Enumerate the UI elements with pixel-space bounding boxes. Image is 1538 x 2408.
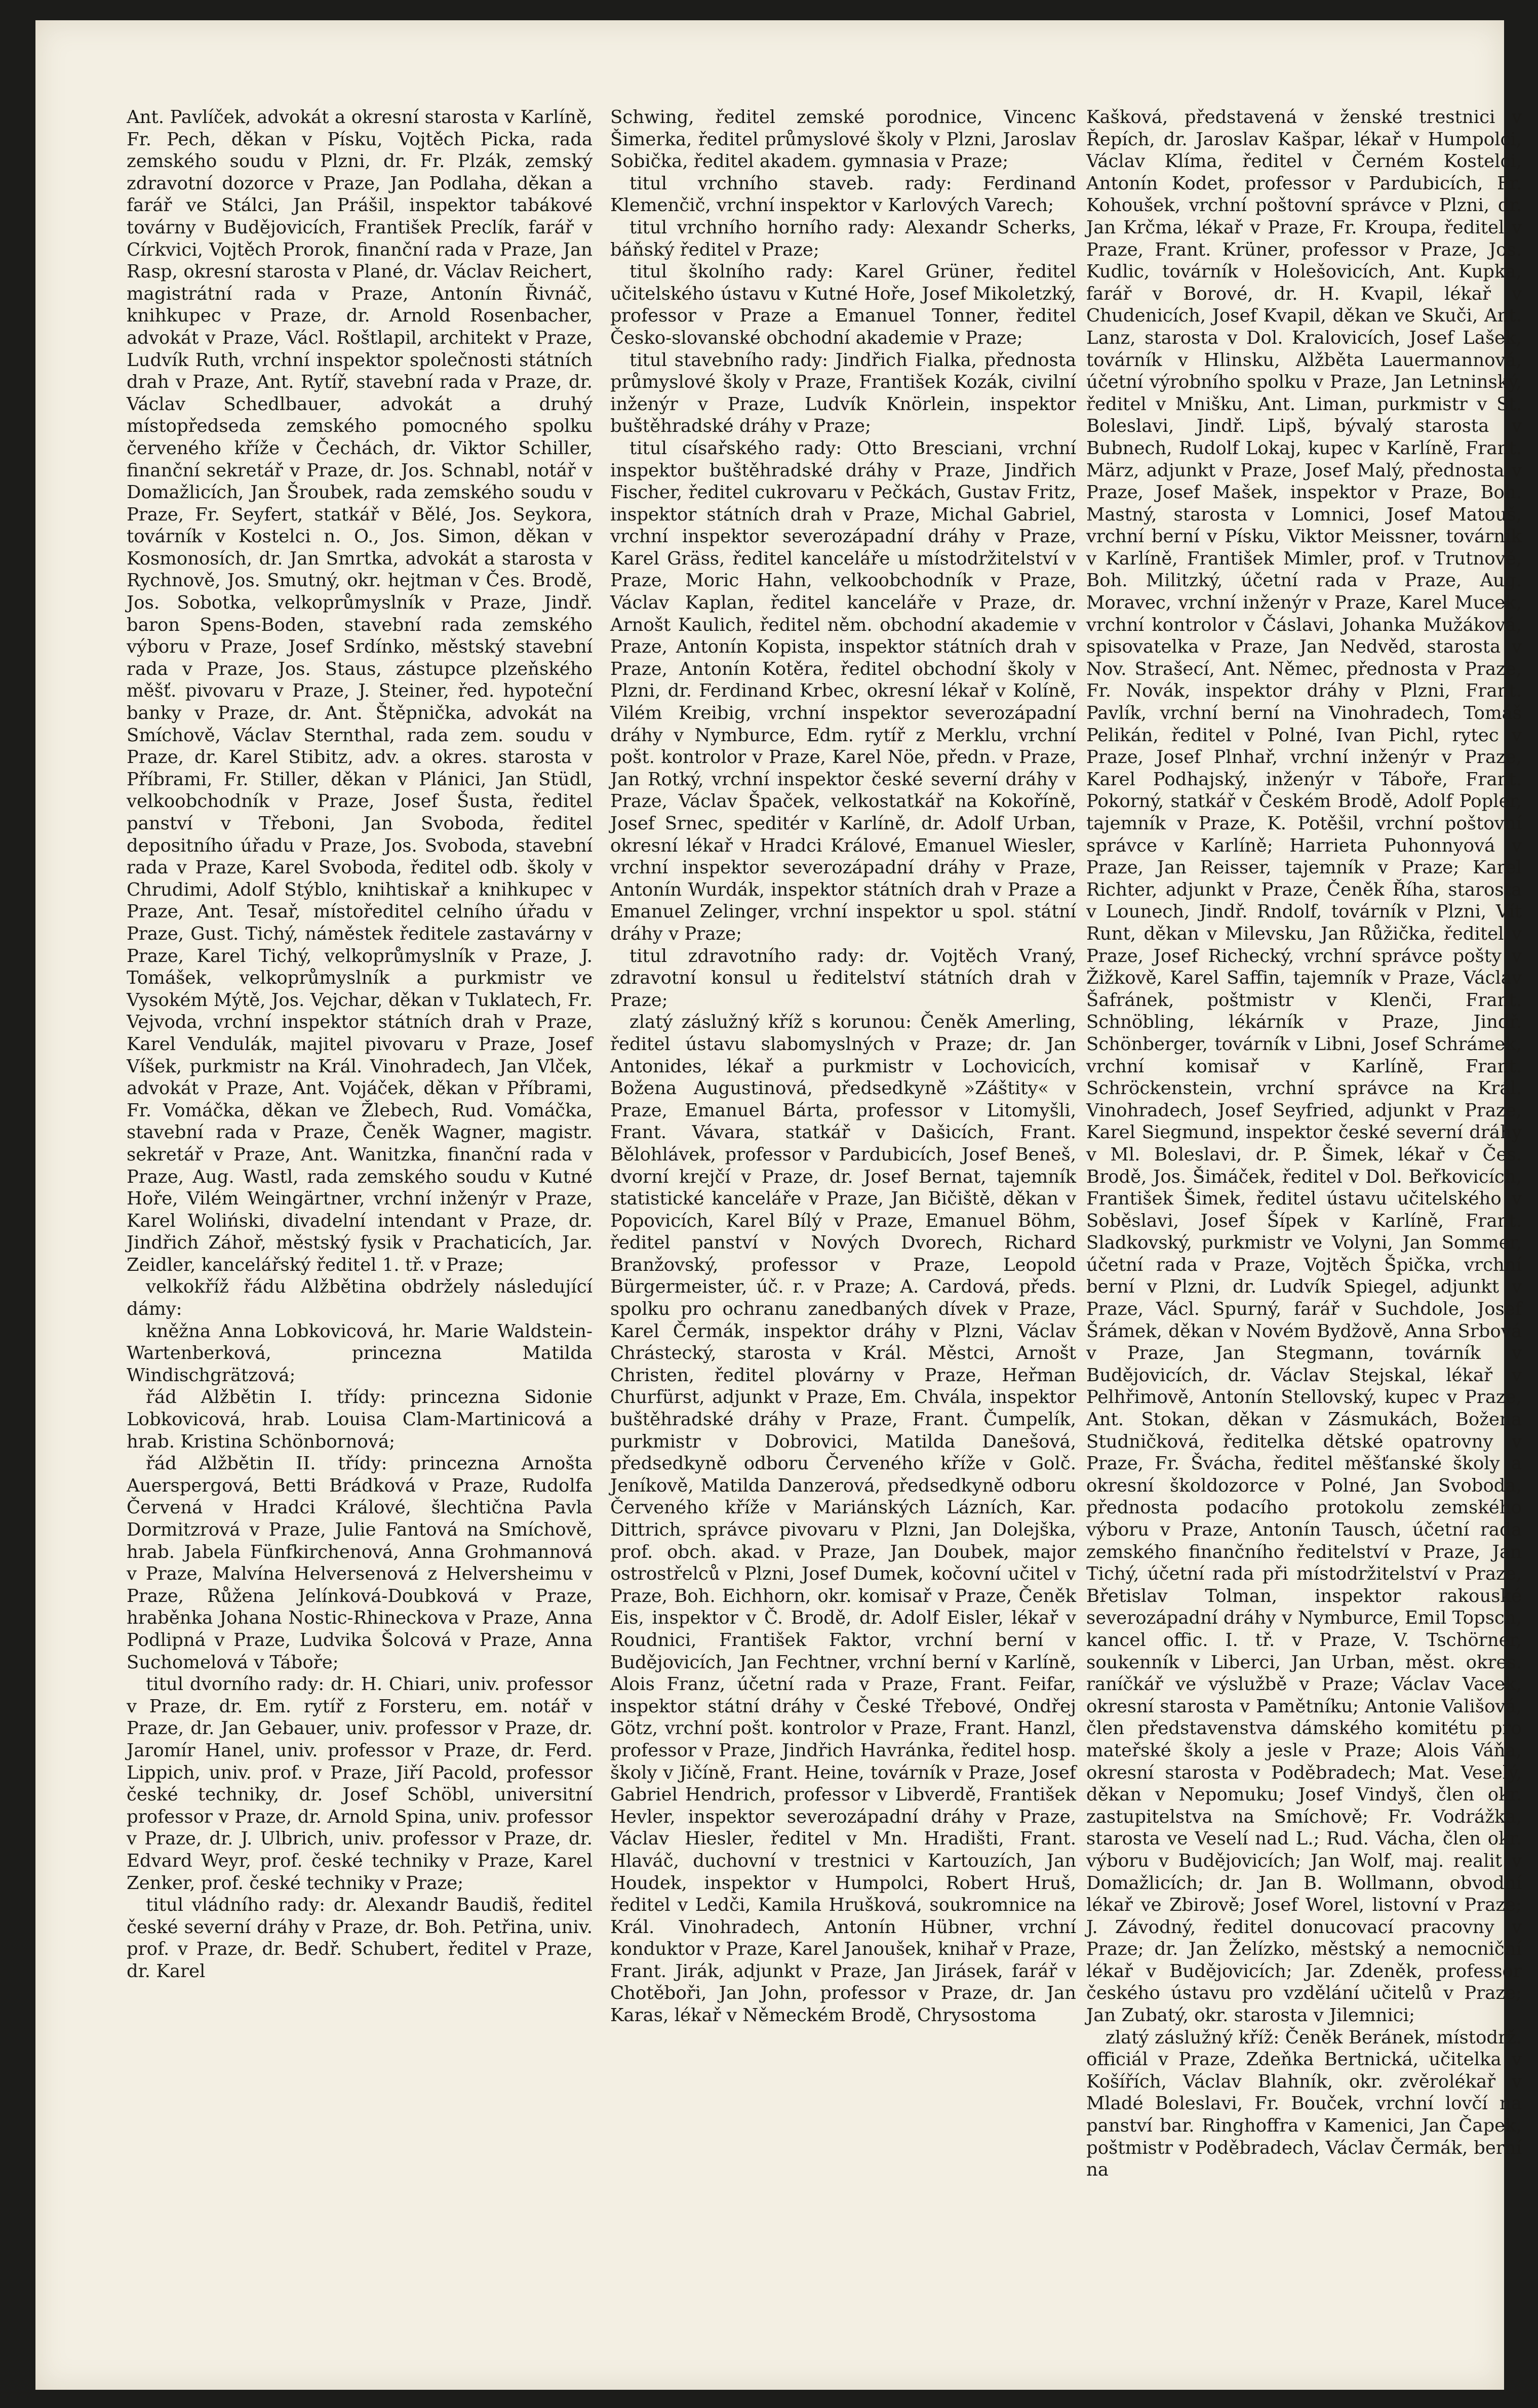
paragraph: titul stavebního rady: Jindřich Fialka, přednosta průmyslové školy v Praze, František Kozák, civilní inženýr v Praze, Ludvík Knörlein, inspektor buštěhradské dráhy v Praze; <box>610 349 1076 437</box>
paragraph: titul vládního rady: dr. Alexandr Baudiš, ředitel české severní dráhy v Praze, dr. Boh. Petřina, univ. prof. v Praze, dr. Bedř. Schubert, ředitel v Praze, dr. Karel <box>127 1895 593 1982</box>
text-column-left <box>127 106 593 1982</box>
paragraph: zlatý záslužný kříž s korunou: Čeněk Amerling, ředitel ústavu slabomyslných v Praze; dr. Jan Antonides, lékař a purkmistr v Lochovicích, Božena Augustinová, předsedkyně »Záštity« v Praze, Emanuel Bárta, professor v Litomyšli, Frant. Vávara, statkář v Dašicích, Frant. Bělohlávek, professor v Pardubicích, Josef Beneš, dvorní krejčí v Praze, dr. Josef Bernat, tajemník statistické kanceláře v Praze, Jan Bičiště, děkan v Popovicích, Karel Bílý v Praze, Emanuel Böhm, ředitel panství v Nových Dvorech, Richard Branžovský, professor v Praze, Leopold Bürgermeister, úč. r. v Praze; A. Cardová, předs. spolku pro ochranu zanedbaných dívek v Praze, Karel Čermák, inspektor dráhy v Plzni, Václav Chrástecký, starosta v Král. Městci, Arnošt Christen, ředitel plovárny v Praze, Heřman Churfürst, adjunkt v Praze, Em. Chvála, inspektor buštěhradské dráhy v Praze, Frant. Čumpelík, purkmistr v Dobrovici, Matilda Danešová, předsedkyně odboru Červeného kříže v Golč. Jeníkově, Matilda Danzerová, předsedkyně odboru Červeného kříže v Mariánských Lázních, Kar. Dittrich, správce pivovaru v Plzni, Jan Dolejška, prof. obch. akad. v Praze, Jan Doubek, major ostrostřelců v Plzni, Josef Dumek, kočovní učitel v Praze, Boh. Eichhorn, okr. komisař v Praze, Čeněk Eis, inspektor v Č. Brodě, dr. Adolf Eisler, lékař v Roudnici, František Faktor, vrchní berní v Budějovicích, Jan Fechtner, vrchní berní v Karlíně, Alois Franz, účetní rada v Praze, Frant. Feifar, inspektor státní dráhy v České Třebové, Ondřej Götz, vrchní pošt. kontrolor v Praze, Frant. Hanzl, professor v Praze, Jindřich Havránka, ředitel hosp. školy v Jičíně, Frant. Heine, továrník v Praze, Josef Gabriel Hendrich, professor v Libverdě, František Hevler, inspektor severozápadní dráhy v Praze, Václav Hiesler, ředitel v Mn. Hradišti, Frant. Hlaváč, duchovní v trestnici v Kartouzích, Jan Houdek, inspektor v Humpolci, Robert Hruš, ředitel v Ledči, Kamila Hrušková, soukromnice na Král. Vinohradech, Antonín Hübner, vrchní konduktor v Praze, Karel Janoušek, knihař v Praze, Frant. Jirák, adjunkt v Praze, Jan Jirásek, farář v Chotěboři, Jan John, professor v Praze, dr. Jan Karas, lékař v Německém Brodě, Chrysostoma <box>610 1012 1076 2026</box>
paragraph: řád Alžbětin I. třídy: princezna Sidonie Lobkovicová, hrab. Louisa Clam-Martinicová a hrab. Kristina Schönbornová; <box>127 1387 593 1452</box>
text-column-middle <box>610 106 1076 2027</box>
paragraph: titul zdravotního rady: dr. Vojtěch Vraný, zdravotní konsul u ředitelství státních drah v Praze; <box>610 945 1076 1011</box>
paragraph: zlatý záslužný kříž: Čeněk Beránek, místodrž. officiál v Praze, Zdeňka Bertnická, učitelka v Košířích, Václav Blahník, okr. zvěrolékař v Mladé Boleslavi, Fr. Bouček, vrchní lovčí na panství bar. Ringhoffra v Kamenici, Jan Čapek, poštmistr v Poděbradech, Václav Čermák, berní na <box>1086 2027 1522 2181</box>
paragraph: Schwing, ředitel zemské porodnice, Vincenc Šimerka, ředitel průmyslové školy v Plzni, Jaroslav Sobička, ředitel akadem. gymnasia v Praze; <box>610 107 1076 172</box>
paragraph: Kašková, představená v ženské trestnici v Řepích, dr. Jaroslav Kašpar, lékař v Humpolci, Václav Klíma, ředitel v Černém Kostelci, Antonín Kodet, professor v Pardubicích, Fr. Kohoušek, vrchní poštovní správce v Plzni, dr. Jan Krčma, lékař v Praze, Fr. Kroupa, ředitel v Praze, Frant. Krüner, professor v Praze, Jos. Kudlic, továrník v Holešovicích, Ant. Kupka, farář v Borové, dr. H. Kvapil, lékař v Chudenicích, Josef Kvapil, děkan ve Skuči, Ant. Lanz, starosta v Dol. Kralovicích, Josef Lašek, továrník v Hlinsku, Alžběta Lauermannová, účetní výrobního spolku v Praze, Jan Letninský, ředitel v Mnišku, Ant. Liman, purkmistr v St. Boleslavi, Jindř. Lipš, bývalý starosta v Bubnech, Rudolf Lokaj, kupec v Karlíně, Frant. März, adjunkt v Praze, Josef Malý, přednosta v Praze, Josef Mašek, inspektor v Praze, Boh. Mastný, starosta v Lomnici, Josef Matouš, vrchní berní v Písku, Viktor Meissner, továrník v Karlíně, František Mimler, prof. v Trutnově, Boh. Militzký, účetní rada v Praze, Aug. Moravec, vrchní inženýr v Praze, Karel Mucek, vrchní kontrolor v Čáslavi, Johanka Mužáková, spisovatelka v Praze, Jan Nedvěd, starosta v Nov. Strašecí, Ant. Němec, přednosta v Praze, Fr. Novák, inspektor dráhy v Plzni, Frant. Pavlík, vrchní berní na Vinohradech, Tomáš Pelikán, ředitel v Polné, Ivan Pichl, rytec v Praze, Josef Plnhař, vrchní inženýr v Praze, Karel Podhajský, inženýr v Táboře, Frant. Pokorný, statkář v Českém Brodě, Adolf Popler, tajemník v Praze, K. Potěšil, vrchní poštovní správce v Karlíně; Harrieta Puhonnyová v Praze, Jan Reisser, tajemník v Praze; Karel Richter, adjunkt v Praze, Čeněk Říha, starosta v Lounech, Jindř. Rndolf, továrník v Plzni, Vít Runt, děkan v Milevsku, Jan Růžička, ředitel v Praze, Josef Richecký, vrchní správce pošty v Žižkově, Karel Saffin, tajemník v Praze, Václav Šafránek, poštmistr v Klenči, Frant. Schnöbling, lékárník v Praze, Jindř. Schönberger, továrník v Libni, Josef Schrámek, vrchní komisař v Karlíně, Frant. Schröckenstein, vrchní správce na Král. Vinohradech, Josef Seyfried, adjunkt v Praze, Karel Siegmund, inspektor české severní dráhy v Ml. Boleslavi, dr. P. Šimek, lékař v Čes. Brodě, Jos. Šimáček, ředitel v Dol. Beřkovicích, František Šimek, ředitel ústavu učitelského v Soběslavi, Josef Šípek v Karlíně, Frant. Sladkovský, purkmistr ve Volyni, Jan Sommer, účetní rada v Praze, Vojtěch Špička, vrchní berní v Plzni, dr. Ludvík Spiegel, adjunkt v Praze, Václ. Spurný, farář v Suchdole, Josef Šrámek, děkan v Novém Bydžově, Anna Srbová v Praze, Jan Stegmann, továrník v Budějovicích, dr. Václav Stejskal, lékař v Pelhřimově, Antonín Stellovský, kupec v Praze, Ant. Stokan, děkan v Zásmukách, Božena Studničková, ředitelka dětské opatrovny v Praze, Fr. Švácha, ředitel měšťanské školy a okresní školdozorce v Polné, Jan Svoboda, přednosta podacího protokolu zemského výboru v Praze, Antonín Tausch, účetní rada zemského finančního ředitelství v Praze, Jan Tichý, účetní rada při místodržitelství v Praze, Břetislav Tolman, inspektor rakouské severozápadní dráhy v Nymburce, Emil Topsch, kancel offic. I. tř. v Praze, V. Tschörner, soukenník v Liberci, Jan Urban, měst. okres. raníčkář ve výslužbě v Praze; Václav Vacek, okresní starosta v Pamětníku; Antonie Vališová, člen představenstva dámského komitétu pro mateřské školy a jesle v Praze; Alois Váňa, okresní starosta v Poděbradech; Mat. Veselý, děkan v Nepomuku; Josef Vindyš, člen okr. zastupitelstva na Smíchově; Fr. Vodrážka, starosta ve Veselí nad L.; Rud. Vácha, člen okr. výboru v Budějovicích; Jan Wolf, maj. realit v Domažlicích; dr. Jan B. Wollmann, obvodní lékař ve Zbirově; Josef Worel, listovní v Praze; J. Závodný, ředitel donucovací pracovny v Praze; dr. Jan Želízko, městský a nemocniční lékař v Budějovicích; Jar. Zdeněk, professor českého ústavu pro vzdělání učitelů v Praze; Jan Zubatý, okr. starosta v Jilemnici; <box>1086 107 1522 2026</box>
paragraph: řád Alžbětin II. třídy: princezna Arnošta Auerspergová, Betti Brádková v Praze, Rudolfa Červená v Hradci Králové, šlechtična Pavla Dormitzrová v Praze, Julie Fantová na Smíchově, hrab. Jabela Fünfkirchenová, Anna Grohmannová v Praze, Malvína Helversenová z Helversheimu v Praze, Růžena Jelínková-Doubková v Praze, hraběnka Johana Nostic-Rhineckova v Praze, Anna Podlipná v Praze, Ludvika Šolcová v Praze, Anna Suchomelová v Táboře; <box>127 1453 593 1673</box>
paragraph: kněžna Anna Lobkovicová, hr. Marie Waldstein-Wartenberková, princezna Matilda Windischgrätzová; <box>127 1320 593 1386</box>
paragraph: titul dvorního rady: dr. H. Chiari, univ. professor v Praze, dr. Em. rytíř z Forsteru, em. notář v Praze, dr. Jan Gebauer, univ. professor v Praze, dr. Jaromír Hanel, univ. professor v Praze, dr. Ferd. Lippich, univ. prof. v Praze, Jiří Pacold, professor české techniky, dr. Josef Schöbl, universitní professor v Praze, dr. Arnold Spina, univ. professor v Praze, dr. J. Ulbrich, univ. professor v Praze, dr. Edvard Weyr, prof. české techniky v Praze, Karel Zenker, prof. české techniky v Praze; <box>127 1674 593 1894</box>
paragraph: Ant. Pavlíček, advokát a okresní starosta v Karlíně, Fr. Pech, děkan v Písku, Vojtěch Picka, rada zemského soudu v Plzni, dr. Fr. Plzák, zemský zdravotní dozorce v Praze, Jan Podlaha, děkan a farář ve Stálci, Jan Prášil, inspektor tabákové továrny v Budějovicích, František Preclík, farář v Církvici, Vojtěch Prorok, finanční rada v Praze, Jan Rasp, okresní starosta v Plané, dr. Václav Reichert, magistrátní rada v Praze, Antonín Řivnáč, knihkupec v Praze, dr. Arnold Rosenbacher, advokát v Praze, Václ. Roštlapil, architekt v Praze, Ludvík Ruth, vrchní inspektor společnosti státních drah v Praze, Ant. Rytíř, stavební rada v Praze, dr. Václav Schedlbauer, advokát a druhý místopředseda zemského pomocného spolku červeného kříže v Čechách, dr. Viktor Schiller, finanční sekretář v Praze, dr. Jos. Schnabl, notář v Domažlicích, Jan Šroubek, rada zemského soudu v Praze, Fr. Seyfert, statkář v Bělé, Jos. Seykora, továrník v Kostelci n. O., Jos. Simon, děkan v Kosmonosích, dr. Jan Smrtka, advokát a starosta v Rychnově, Jos. Smutný, okr. hejtman v Čes. Brodě, Jos. Sobotka, velkoprůmyslník v Praze, Jindř. baron Spens-Boden, stavební rada zemského výboru v Praze, Josef Srdínko, městský stavební rada v Praze, Jos. Staus, zástupce plzeňského měšť. pivovaru v Praze, J. Steiner, řed. hypoteční banky v Praze, dr. Ant. Štěpnička, advokát na Smíchově, Václav Sternthal, rada zem. soudu v Praze, dr. Karel Stibitz, adv. a okres. starosta v Příbrami, Fr. Stiller, děkan v Plánici, Jan Stüdl, velkoobchodník v Praze, Josef Šusta, ředitel panství v Třeboni, Jan Svoboda, ředitel depositního úřadu v Praze, Jos. Svoboda, stavební rada v Praze, Karel Svoboda, ředitel odb. školy v Chrudimi, Adolf Stýblo, knihtiskař a knihkupec v Praze, Ant. Tesař, místoředitel celního úřadu v Praze, Gust. Tichý, náměstek ředitele zastavárny v Praze, Karel Tichý, velkoprůmyslník v Praze, J. Tomášek, velkoprůmyslník a purkmistr ve Vysokém Mýtě, Jos. Vejchar, děkan v Tuklatech, Fr. Vejvoda, vrchní inspektor státních drah v Praze, Karel Vendulák, majitel pivovaru v Praze, Josef Víšek, purkmistr na Král. Vinohradech, Jan Vlček, advokát v Praze, Ant. Vojáček, děkan v Příbrami, Fr. Vomáčka, děkan ve Žlebech, Rud. Vomáčka, stavební rada v Praze, Čeněk Wagner, magistr. sekretář v Praze, Ant. Wanitzka, finanční rada v Praze, Aug. Wastl, rada zemského soudu v Kutné Hoře, Vilém Weingärtner, vrchní inženýr v Praze, Karel Woliński, divadelní intendant v Praze, dr. Jindřich Záhoř, městský fysik v Prachaticích, Jar. Zeidler, kancelářský ředitel 1. tř. v Praze; <box>127 107 593 1275</box>
paragraph: titul císařského rady: Otto Bresciani, vrchní inspektor buštěhradské dráhy v Praze, Jindřich Fischer, ředitel cukrovaru v Pečkách, Gustav Fritz, inspektor státních drah v Praze, Michal Gabriel, vrchní inspektor severozápadní dráhy v Praze, Karel Gräss, ředitel kanceláře u místodržitelství v Praze, Moric Hahn, velkoobchodník v Praze, Václav Kaplan, ředitel kanceláře v Praze, dr. Arnošt Kaulich, ředitel něm. obchodní akademie v Praze, Antonín Kopista, inspektor státních drah v Praze, Antonín Kotěra, ředitel obchodní školy v Plzni, dr. Ferdinand Krbec, okresní lékař v Kolíně, Vilém Kreibig, vrchní inspektor severozápadní dráhy v Nymburce, Edm. rytíř z Merklu, vrchní pošt. kontrolor v Praze, Karel Nöe, předn. v Praze, Jan Rotký, vrchní inspektor české severní dráhy v Praze, Václav Špaček, velkostatkář na Kokoříně, Josef Srnec, speditér v Karlíně, dr. Adolf Urban, okresní lékař v Hradci Králové, Emanuel Wiesler, vrchní inspektor severozápadní dráhy v Praze, Antonín Wurdák, inspektor státních drah v Praze a Emanuel Zelinger, vrchní inspektor u spol. státní dráhy v Praze; <box>610 437 1076 944</box>
paragraph: titul školního rady: Karel Grüner, ředitel učitelského ústavu v Kutné Hoře, Josef Mikoletzký, professor v Praze a Emanuel Tonner, ředitel Česko-slovanské obchodní akademie v Praze; <box>610 261 1076 348</box>
text-column-right <box>1086 106 1522 2181</box>
paragraph: titul vrchního staveb. rady: Ferdinand Klemenčič, vrchní inspektor v Karlových Varech; <box>610 173 1076 216</box>
paragraph: velkokříž řádu Alžbětina obdržely následující dámy: <box>127 1276 593 1320</box>
paragraph: titul vrchního horního rady: Alexandr Scherks, báňský ředitel v Praze; <box>610 217 1076 260</box>
document-page <box>35 20 1522 2390</box>
